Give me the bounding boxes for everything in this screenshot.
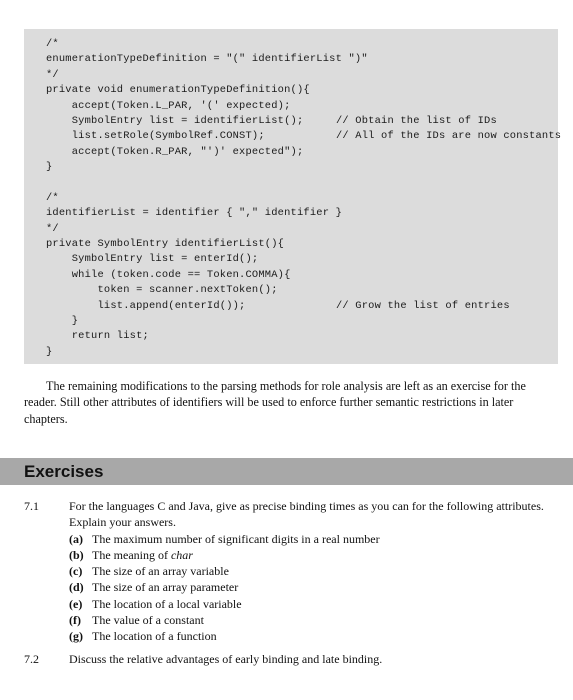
code-listing — [24, 29, 562, 364]
code-line — [46, 329, 552, 344]
exercise-prompt: For the languages C and Java, give as precise binding times as you can for the following attributes. Explain your answers. — [69, 499, 544, 530]
code-line — [46, 129, 562, 144]
exercise-prompt: Discuss the relative advantages of early binding and late binding. — [69, 652, 383, 666]
item-text: The maximum number of significant digits in a real number — [92, 531, 380, 546]
code-line — [46, 314, 552, 329]
item-label: (c) — [69, 564, 83, 579]
code-text: list.setRole(SymbolRef.CONST); — [46, 130, 265, 143]
code-comment: // All of the IDs are now constants — [336, 130, 562, 143]
item-text: The value of a constant — [92, 613, 204, 628]
exercises-title: Exercises — [24, 462, 104, 481]
item-text: The size of an array variable — [92, 564, 229, 579]
exercise-body — [69, 498, 554, 645]
code-line — [46, 99, 552, 114]
exercise-item — [69, 628, 554, 644]
code-text: */ — [46, 222, 59, 235]
code-text: /* — [46, 191, 59, 204]
code-line — [46, 252, 552, 267]
code-line — [46, 237, 552, 252]
exercise-7-2 — [24, 651, 554, 667]
code-line — [46, 283, 552, 298]
code-text: accept(Token.L_PAR, '(' expected); — [46, 99, 291, 112]
code-text: private SymbolEntry identifierList(){ — [46, 238, 285, 251]
code-line — [46, 268, 552, 283]
code-text: /* — [46, 38, 59, 50]
exercise-number: 7.1 — [24, 499, 39, 513]
exercise-item — [69, 579, 554, 595]
code-text: token = scanner.nextToken(); — [46, 284, 278, 297]
item-label: (b) — [69, 547, 84, 562]
code-line — [46, 345, 552, 360]
code-text: SymbolEntry list = identifierList(); — [46, 114, 304, 127]
code-line — [46, 145, 552, 160]
code-text: } — [46, 161, 53, 174]
exercise-number: 7.2 — [24, 652, 39, 666]
code-line — [46, 114, 552, 129]
exercises-header — [0, 458, 573, 485]
item-text: The size of an array parameter — [92, 580, 239, 595]
code-comment: // Obtain the list of IDs — [336, 114, 497, 127]
code-comment: // Grow the list of entries — [336, 299, 510, 312]
exercise-body — [69, 651, 554, 667]
item-text: The location of a function — [92, 629, 217, 644]
code-text: private void enumerationTypeDefinition(){ — [46, 84, 310, 97]
exercise-item — [69, 547, 554, 563]
item-label: (a) — [69, 531, 83, 546]
item-label: (e) — [69, 596, 83, 611]
code-line — [46, 222, 552, 237]
exercise-item — [69, 563, 554, 579]
code-text: return list; — [46, 330, 149, 343]
code-text: } — [46, 315, 79, 328]
code-text: accept(Token.R_PAR, "')' expected"); — [46, 145, 304, 158]
code-text: list.append(enterId()); — [46, 299, 246, 312]
item-label: (f) — [69, 613, 81, 628]
item-text-italic: char — [170, 547, 193, 562]
item-label: (d) — [69, 580, 84, 595]
code-line — [46, 299, 552, 314]
body-paragraph: The remaining modifications to the parsing methods for role analysis are left as an exercise for the reader. Still other attributes of identifiers will be used to enforce further semantic restrictions in later chapters. — [24, 379, 526, 426]
code-line — [46, 37, 552, 52]
item-text: The meaning of — [92, 547, 171, 562]
code-line — [46, 52, 552, 67]
code-line — [46, 160, 552, 175]
exercise-item — [69, 612, 554, 628]
item-label: (g) — [69, 629, 83, 644]
code-line — [46, 68, 552, 83]
code-text: } — [46, 345, 53, 358]
exercise-7-1 — [24, 498, 554, 645]
code-text: SymbolEntry list = enterId(); — [46, 253, 259, 266]
code-line — [46, 191, 552, 206]
code-line-blank — [46, 176, 552, 191]
code-line — [46, 206, 552, 221]
item-text: The location of a local variable — [92, 596, 242, 611]
code-text: enumerationTypeDefinition = "(" identifierList ")" — [46, 53, 368, 66]
code-text: identifierList = identifier { "," identifier } — [46, 207, 343, 220]
code-text: while (token.code == Token.COMMA){ — [46, 268, 291, 281]
exercise-item — [69, 596, 554, 612]
code-line — [46, 83, 552, 98]
code-text: */ — [46, 68, 59, 81]
exercise-item — [69, 531, 554, 547]
